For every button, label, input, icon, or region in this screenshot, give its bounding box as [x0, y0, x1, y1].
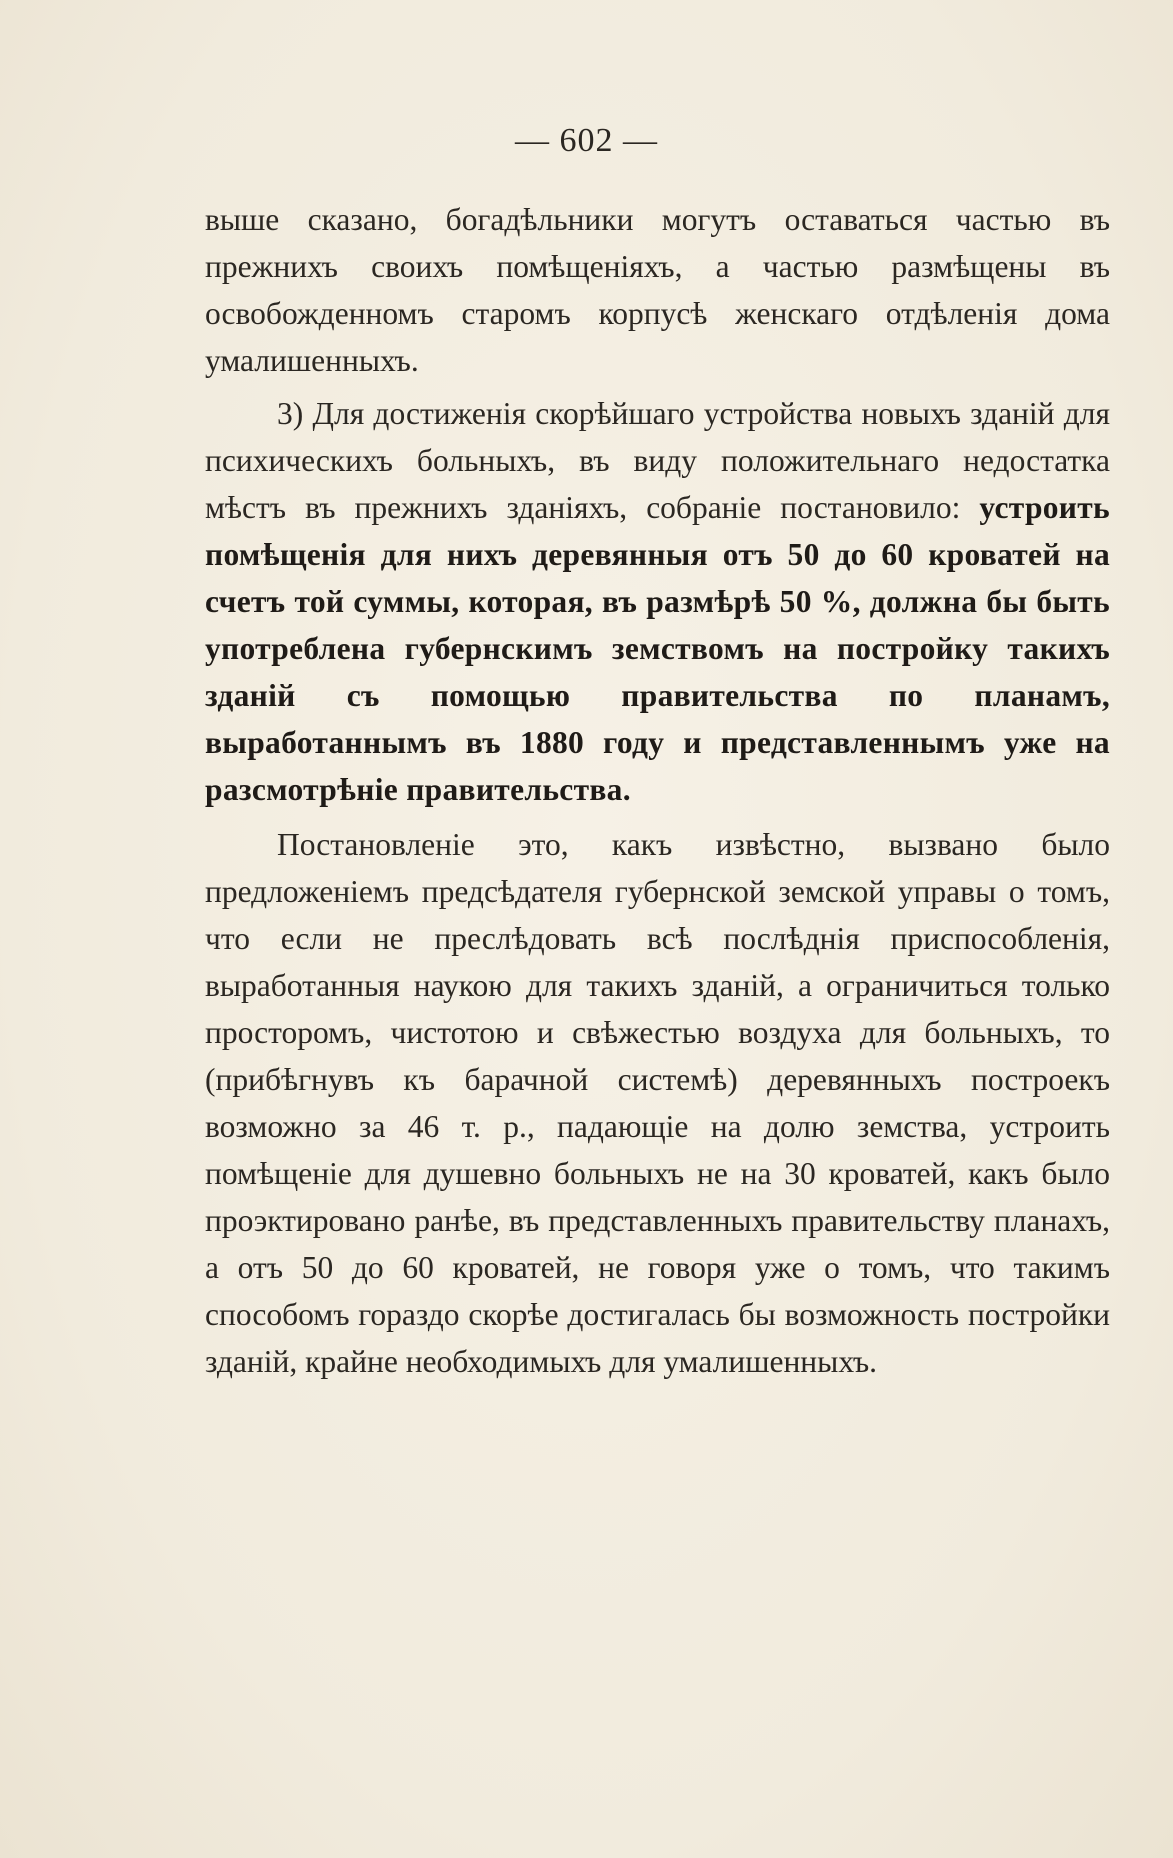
paragraph-2-plain-text: 3) Для достиженія скорѣйшаго устройства новыхъ зданій для психическихъ больныхъ, въ виду положительнаго недостатка мѣстъ въ прежнихъ зданіяхъ, собраніе постановило: [205, 396, 1110, 525]
body-text [205, 196, 1110, 1385]
paragraph-3: Постановленіе это, какъ извѣстно, вызвано было предложеніемъ предсѣдателя губернской земской управы о томъ, что если не преслѣдовать всѣ послѣднія приспособленія, выработанныя наукою для такихъ зданій, а ограничиться только просторомъ, чистотою и свѣжестью воздуха для больныхъ, то (прибѣгнувъ къ барачной системѣ) деревянныхъ построекъ возможно за 46 т. р., падающіе на долю земства, устроить помѣщеніе для душевно больныхъ не на 30 кроватей, какъ было проэктировано ранѣе, въ представленныхъ правительству планахъ, а отъ 50 до 60 кроватей, не говоря уже о томъ, что такимъ способомъ гораздо скорѣе достигалась бы возможность постройки зданій, крайне необходимыхъ для умалишенныхъ. [205, 827, 1110, 1379]
paragraph-1: выше сказано, богадѣльники могутъ оставаться частью въ прежнихъ своихъ помѣщеніяхъ, а частью размѣщены въ освобожденномъ старомъ корпусѣ женскаго отдѣленія дома умалишенныхъ. [205, 202, 1110, 378]
paragraph-2-bold-text: устроить помѣщенія для нихъ деревянныя отъ 50 до 60 кроватей на счетъ той суммы, которая, въ размѣрѣ 50 %, должна бы быть употреблена губернскимъ земствомъ на постройку такихъ зданій съ помощью правительства по планамъ, выработаннымъ въ 1880 году и представленнымъ уже на разсмотрѣніе правительства. [205, 490, 1110, 807]
page-number: — 602 — [515, 122, 658, 159]
paragraph-2 [205, 390, 1110, 813]
